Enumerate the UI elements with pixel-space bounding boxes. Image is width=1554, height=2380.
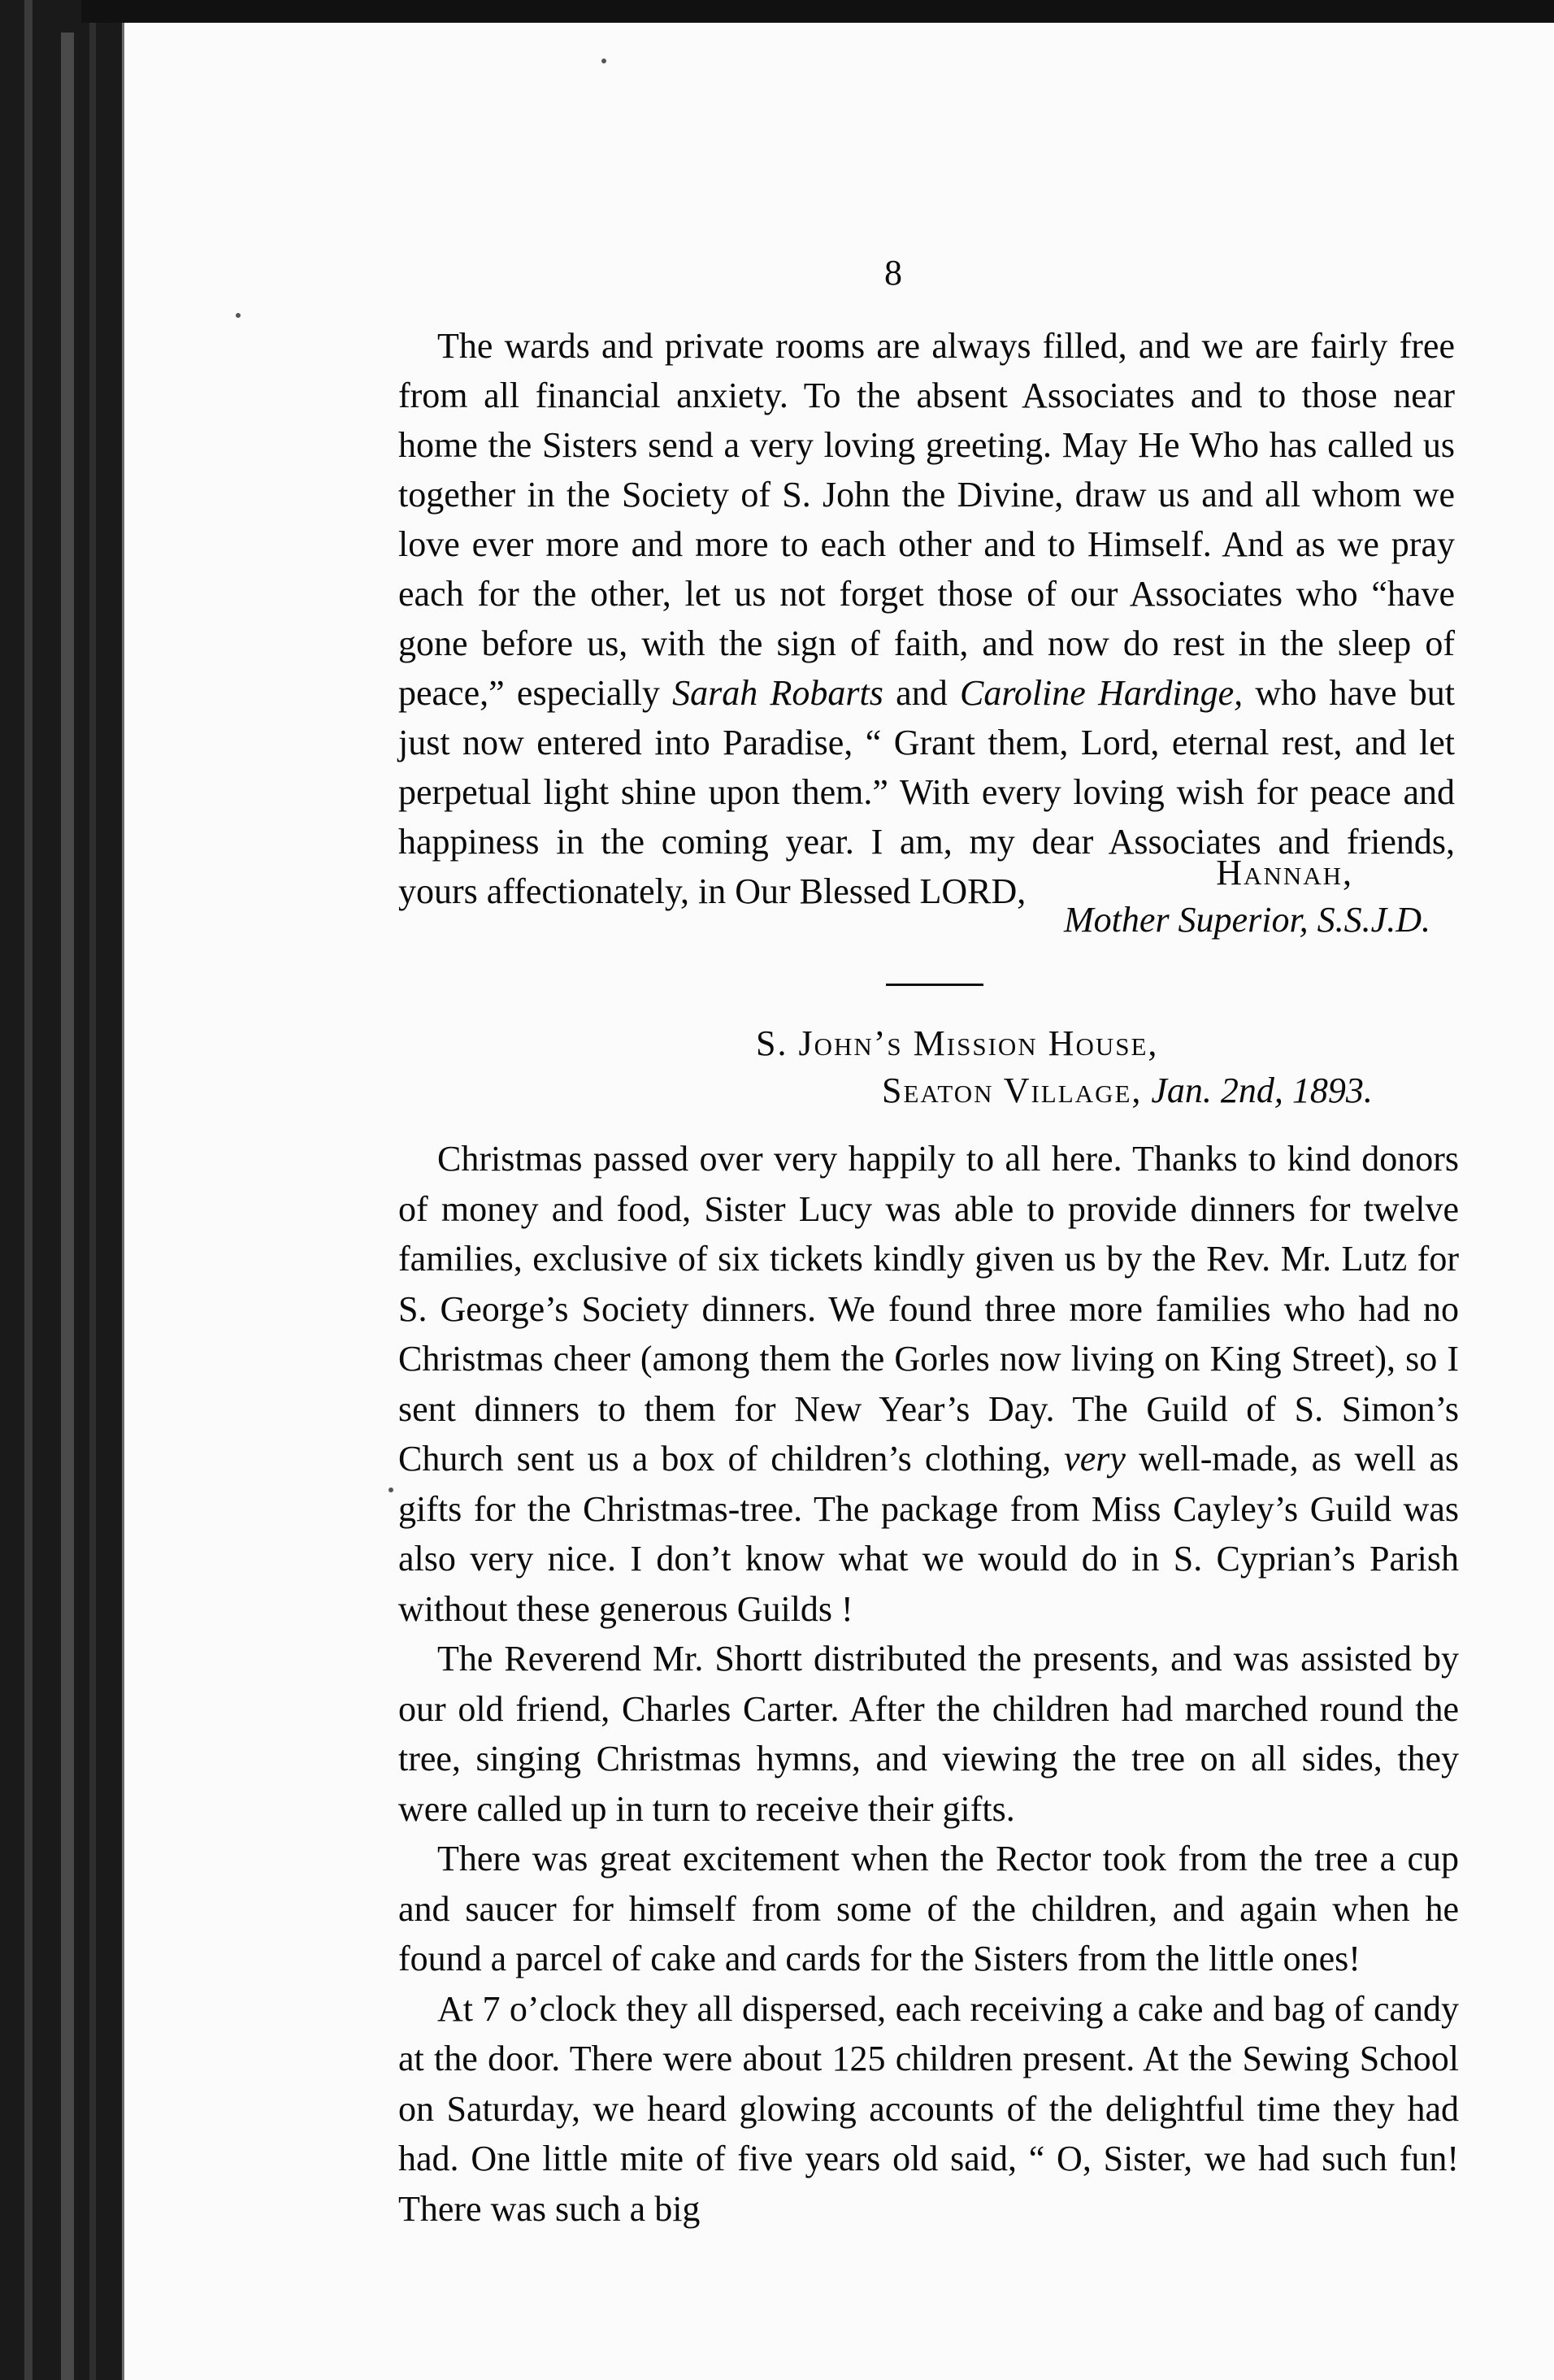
heading-line-1: S. John’s Mission House, xyxy=(756,1023,1159,1063)
section-heading xyxy=(756,1020,1463,1114)
signature-block xyxy=(894,849,1430,944)
ink-speck xyxy=(601,59,606,63)
letter-paragraph xyxy=(398,321,1455,916)
spine-edge xyxy=(61,33,74,2380)
report-text: well-made, as well as gifts for the Christmas-tree. The package from Miss Cayley’s Guild was also very nice. I don’t know what we would do in S. Cyprian’s Parish without these generous Guilds ! xyxy=(398,1439,1460,1629)
report-paragraph xyxy=(398,1134,1459,1634)
associate-name: Caroline Hardinge, xyxy=(959,673,1244,713)
spine-edge xyxy=(89,16,96,2380)
heading-place: Seaton Village, xyxy=(882,1071,1143,1110)
report-paragraph: The Reverend Mr. Shortt distributed the presents, and was assisted by our old friend, Charles Carter. After the children had marched round the tree, singing Christmas hymns, and viewing the tree on all sides, they were called up in turn to receive their gifts. xyxy=(398,1639,1459,1829)
signature-name: Hannah, xyxy=(1216,853,1353,892)
heading-date: Jan. 2nd, 1893. xyxy=(1151,1071,1373,1110)
letter-body xyxy=(398,321,1455,916)
report-paragraph: At 7 o’clock they all dispersed, each receiving a cake and bag of candy at the door. There were about 125 children present. At the Sewing School on Saturday, we heard glowing accounts of the delightful time they had had. One little mite of five years old said, “ O, Sister, we had such fun! There was such a big xyxy=(398,1988,1459,2229)
letter-text: who have but just now entered into Paradise, “ Grant them, Lord, eternal rest, and let perpetual light shine upon them.” With every loving wish for peace and happiness in the coming year. I am, my dear Associates and friends, yours affectionately, in Our Blessed LORD, xyxy=(398,673,1456,911)
ink-speck xyxy=(388,1488,393,1492)
associate-name: Sarah Robarts xyxy=(672,673,883,713)
spine-edge xyxy=(24,0,33,2380)
ink-speck xyxy=(236,313,241,318)
letter-text: The wards and private rooms are always filled, and we are fairly free from all financial anxiety. To the absent Associates and to those near home the Sisters send a very loving greeting. May He Who has called us together in the Society of S. John the Divine, draw us and all whom we love ever more and more to each other and to Himself. And as we pray each for the other, let us not forget those of our Associates who “have gone before us, with the sign of faith, and now do rest in the sleep of peace,” especially xyxy=(398,326,1455,713)
report-paragraph: There was great excitement when the Rector took from the tree a cup and saucer for himself from some of the children, and again when he found a parcel of cake and cards for the Sisters from the little ones! xyxy=(398,1839,1459,1978)
heading-line-2 xyxy=(756,1067,1463,1114)
report-body xyxy=(398,1134,1459,2234)
book-spine xyxy=(0,0,122,2380)
page-number: 8 xyxy=(884,253,902,293)
signature-title: Mother Superior, S.S.J.D. xyxy=(1064,900,1430,940)
page-top-border xyxy=(81,0,1554,23)
emphasis-text: very xyxy=(1064,1439,1126,1479)
report-text: Christmas passed over very happily to all here. Thanks to kind donors of money and food, Sister Lucy was able to provide dinners for twelve families, exclusive of six tickets kindly given us by the Rev. Mr. Lutz for S. George’s Society dinners. We found three more families who had no Christmas cheer (among them the Gorles now living on King Street), so I sent dinners to them for New Year’s Day. The Guild of S. Simon’s Church sent us a box of children’s clothing, xyxy=(398,1139,1459,1479)
letter-text: and xyxy=(883,673,960,713)
section-divider xyxy=(886,984,983,986)
